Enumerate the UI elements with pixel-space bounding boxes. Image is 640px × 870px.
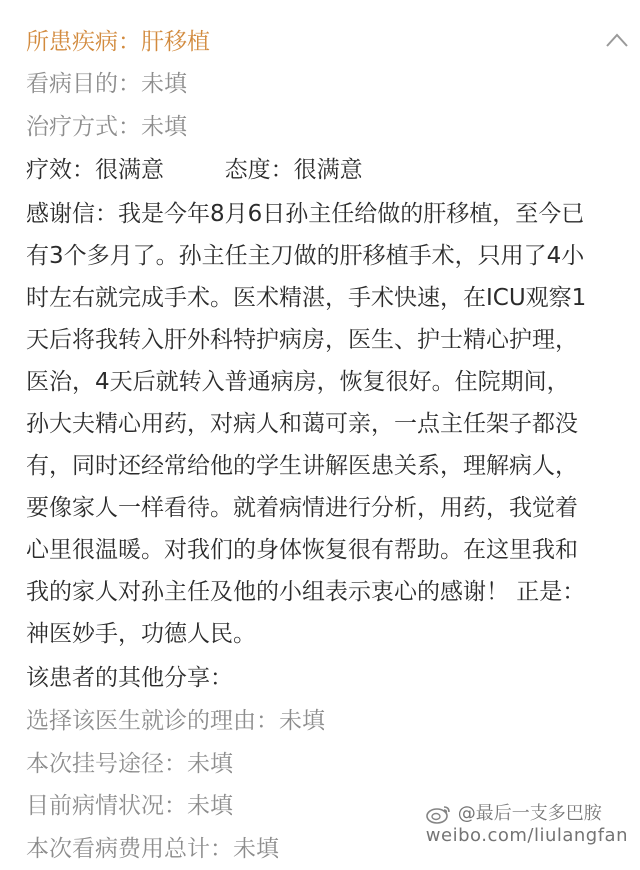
letter-line: 医治，4天后就转入普通病房，恢复很好。住院期间， — [26, 369, 570, 395]
reason-label: 选择该医生就诊的理由： — [26, 708, 279, 734]
purpose-row — [26, 63, 187, 105]
condition-row — [26, 785, 233, 827]
treatment-row — [26, 106, 187, 148]
letter-line: 时左右就完成手术。医术精湛，手术快速，在ICU观察1 — [26, 285, 587, 311]
weibo-watermark — [426, 803, 628, 847]
cost-row — [26, 828, 279, 870]
registration-label: 本次挂号途径： — [26, 751, 187, 777]
registration-row — [26, 743, 233, 785]
condition-label: 目前病情状况： — [26, 793, 187, 819]
letter-line: 孙大夫精心用药，对病人和蔼可亲，一点主任架子都没 — [26, 411, 578, 437]
thank-you-letter — [26, 193, 626, 655]
letter-line: 天后将我转入肝外科特护病房，医生、护士精心护理， — [26, 327, 578, 353]
efficacy-value: 很满意 — [95, 157, 164, 183]
cost-value: 未填 — [233, 836, 279, 862]
other-share-heading — [26, 657, 233, 699]
weibo-logo-icon — [426, 804, 452, 824]
purpose-value: 未填 — [141, 71, 187, 97]
condition-value: 未填 — [187, 793, 233, 819]
disease-label: 所患疾病： — [26, 29, 141, 55]
attitude-label: 态度： — [224, 157, 294, 183]
watermark-url: weibo.com/liulangfan — [425, 825, 628, 846]
treatment-value: 未填 — [141, 114, 187, 140]
letter-line: 有，同时还经常给他的学生讲解医患关系，理解病人， — [26, 453, 578, 479]
letter-line: 我的家人对孙主任及他的小组表示衷心的感谢！ 正是： — [26, 579, 586, 605]
other-share-label: 该患者的其他分享： — [26, 665, 233, 691]
attitude-value: 很满意 — [293, 157, 363, 183]
chevron-up-icon[interactable] — [604, 28, 630, 54]
reason-value: 未填 — [279, 708, 325, 734]
registration-value: 未填 — [187, 751, 233, 777]
letter-line: 神医妙手，功德人民。 — [26, 621, 256, 647]
efficacy-row — [26, 149, 363, 191]
letter-line: 感谢信：我是今年8月6日孙主任给做的肝移植，至今已 — [26, 201, 585, 227]
reason-row — [26, 700, 325, 742]
letter-line: 要像家人一样看待。就着病情进行分析，用药，我觉着 — [26, 495, 578, 521]
efficacy-label: 疗效： — [26, 157, 95, 183]
treatment-label: 治疗方式： — [26, 114, 141, 140]
letter-line: 有3个多月了。孙主任主刀做的肝移植手术，只用了4小 — [26, 243, 585, 269]
purpose-label: 看病目的： — [26, 71, 141, 97]
disease-value: 肝移植 — [141, 29, 210, 55]
cost-label: 本次看病费用总计： — [26, 836, 233, 862]
letter-line: 心里很温暖。对我们的身体恢复很有帮助。在这里我和 — [26, 537, 578, 563]
watermark-handle: @最后一支多巴胺 — [457, 803, 602, 824]
disease-row — [26, 21, 210, 63]
